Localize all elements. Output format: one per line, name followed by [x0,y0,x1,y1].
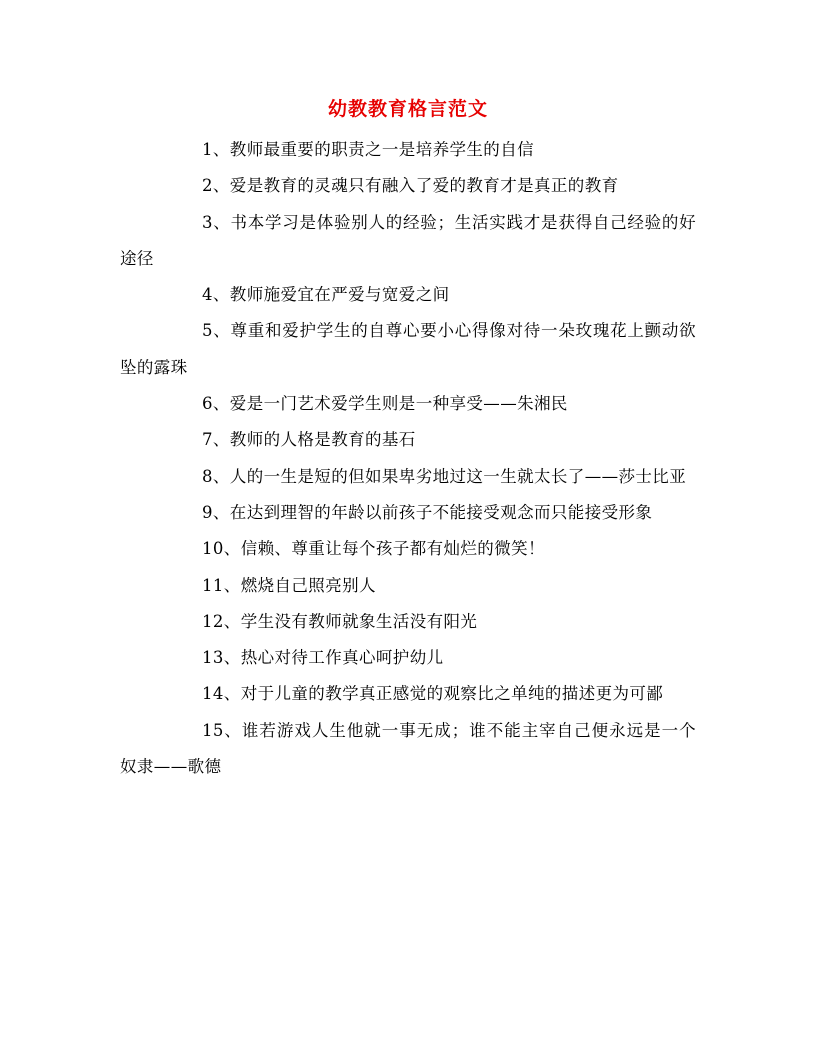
quote-item-7: 7、教师的人格是教育的基石 [202,430,416,450]
quote-item-14: 14、对于儿童的教学真正感觉的观察比之单纯的描述更为可鄙 [202,684,664,704]
document-body [120,132,696,785]
quote-item-3: 3、书本学习是体验别人的经验；生活实践才是获得自己经验的好途径 [120,212,696,268]
quote-item-6: 6、爱是一门艺术爱学生则是一种享受——朱湘民 [202,394,568,414]
document-title: 幼教教育格言范文 [327,98,488,120]
quote-item-11: 11、燃烧自己照亮别人 [202,575,376,595]
quote-item-5: 5、尊重和爱护学生的自尊心要小心得像对待一朵玫瑰花上颤动欲坠的露珠 [120,321,696,377]
quote-item-12: 12、学生没有教师就象生活没有阳光 [202,611,478,631]
quote-item-1: 1、教师最重要的职责之一是培养学生的自信 [202,140,534,159]
quote-item-15: 15、谁若游戏人生他就一事无成；谁不能主宰自己便永远是一个奴隶——歌德 [120,720,696,777]
quote-item-9: 9、在达到理智的年龄以前孩子不能接受观念而只能接受形象 [202,502,653,522]
quote-item-10: 10、信赖、尊重让每个孩子都有灿烂的微笑！ [202,539,545,559]
quote-item-13: 13、热心对待工作真心呵护幼儿 [202,648,444,668]
quote-item-8: 8、人的一生是短的但如果卑劣地过这一生就太长了——莎士比亚 [202,466,687,486]
quote-item-2: 2、爱是教育的灵魂只有融入了爱的教育才是真正的教育 [202,176,619,196]
quote-item-4: 4、教师施爱宜在严爱与宽爱之间 [202,285,450,305]
